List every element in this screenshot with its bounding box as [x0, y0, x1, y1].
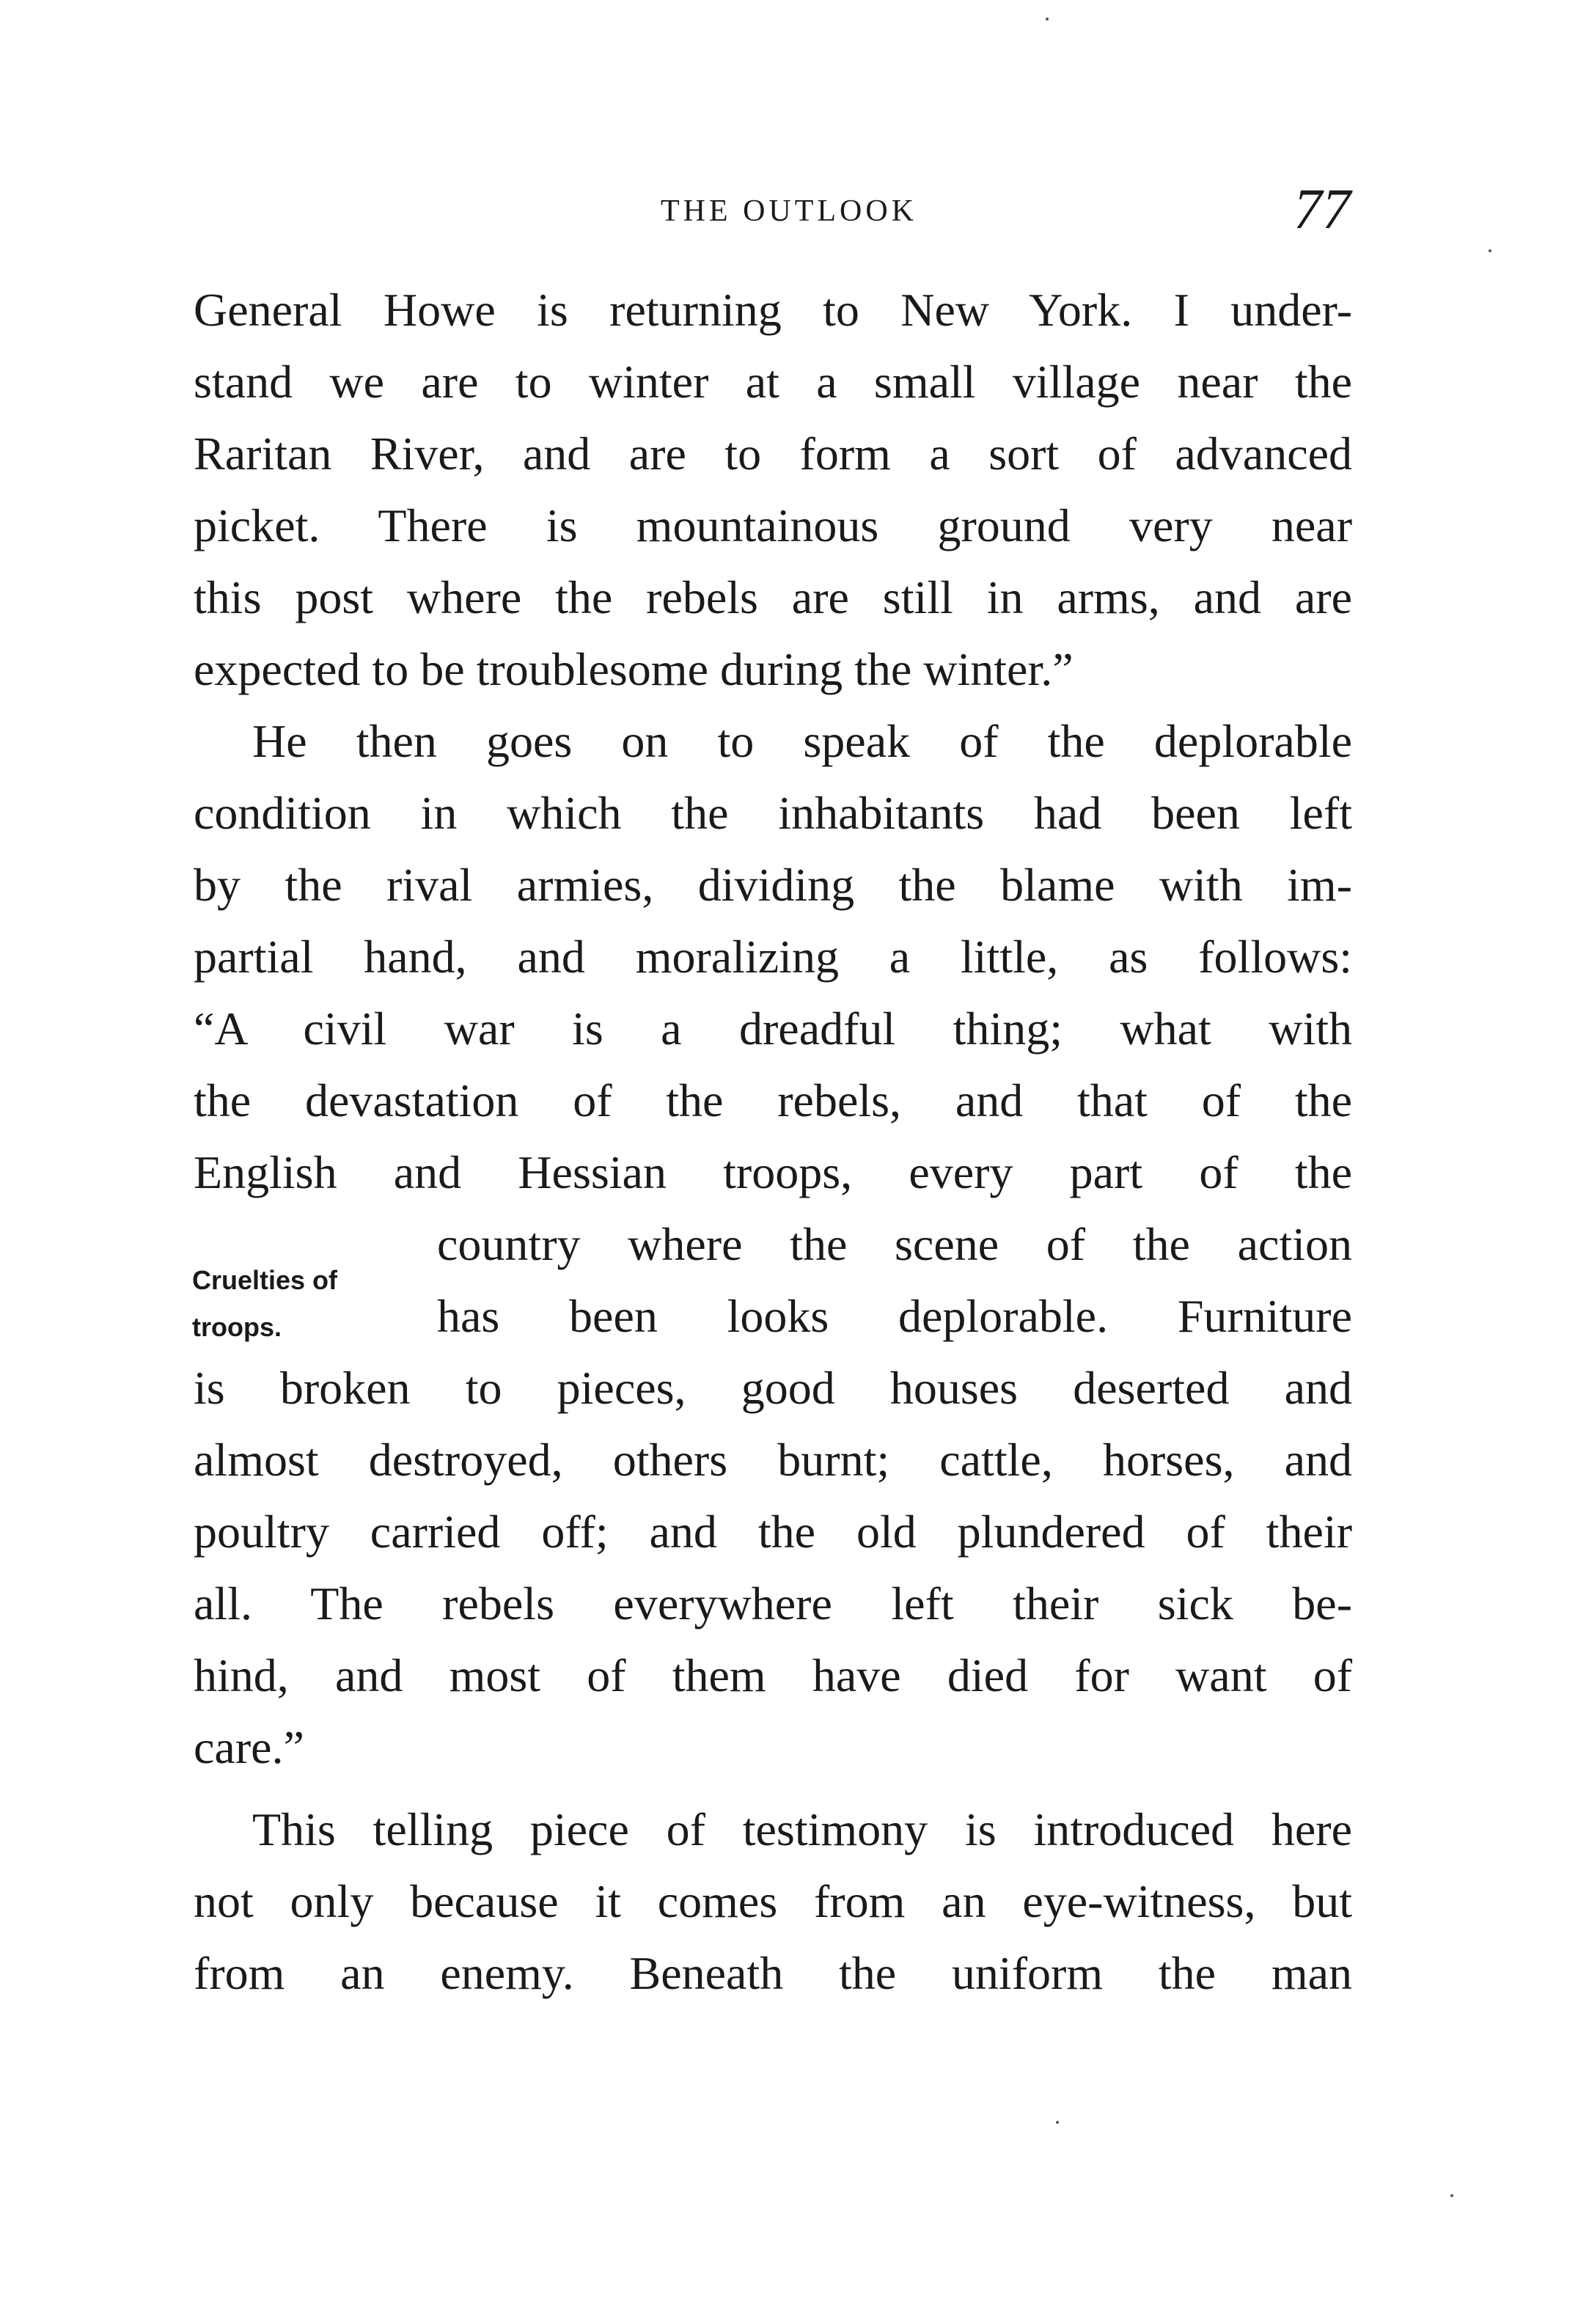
text-line: this post where the rebels are still in arms, and are	[194, 571, 1352, 623]
text-line: almost destroyed, others burnt; cattle, horses, and	[194, 1434, 1352, 1486]
text-line: General Howe is returning to New York. I under-	[194, 284, 1352, 336]
text-line: care.”	[194, 1721, 304, 1773]
text-line: “A civil war is a dreadful thing; what with	[194, 1002, 1352, 1055]
text-line: has been looks deplorable. Furniture	[437, 1290, 1352, 1342]
text-line: is broken to pieces, good houses deserted and	[194, 1362, 1352, 1414]
text-line: from an enemy. Beneath the uniform the man	[194, 1947, 1352, 1999]
paragraph-start-line: He then goes on to speak of the deplorable	[252, 715, 1352, 767]
text-line: all. The rebels everywhere left their sick be-	[194, 1577, 1352, 1630]
print-speck	[1489, 249, 1491, 252]
text-line: picket. There is mountainous ground very near	[194, 499, 1352, 551]
print-speck	[1056, 2121, 1059, 2124]
margin-note-line: troops.	[192, 1312, 282, 1342]
text-line: not only because it comes from an eye-witness, but	[194, 1875, 1352, 1927]
paragraph-start-line: This telling piece of testimony is introduced here	[252, 1803, 1352, 1855]
print-speck	[1046, 18, 1049, 21]
running-title: THE OUTLOOK	[660, 194, 918, 228]
text-line: the devastation of the rebels, and that of the	[194, 1074, 1352, 1126]
text-line: hind, and most of them have died for want of	[194, 1649, 1352, 1701]
text-line: stand we are to winter at a small village near the	[194, 356, 1352, 408]
page-number: 77	[1293, 177, 1351, 241]
text-line: by the rival armies, dividing the blame with im-	[194, 859, 1352, 911]
text-line: poultry carried off; and the old plundered of their	[194, 1506, 1352, 1558]
text-line: partial hand, and moralizing a little, as follows:	[194, 931, 1352, 983]
text-line: English and Hessian troops, every part of the	[194, 1146, 1352, 1198]
text-line: country where the scene of the action	[437, 1218, 1352, 1270]
text-line: expected to be troublesome during the winter.”	[194, 643, 1074, 695]
text-line: condition in which the inhabitants had been left	[194, 787, 1352, 839]
text-line: Raritan River, and are to form a sort of advanced	[194, 428, 1352, 480]
margin-note-line: Cruelties of	[192, 1265, 338, 1295]
print-speck	[1450, 2194, 1453, 2197]
